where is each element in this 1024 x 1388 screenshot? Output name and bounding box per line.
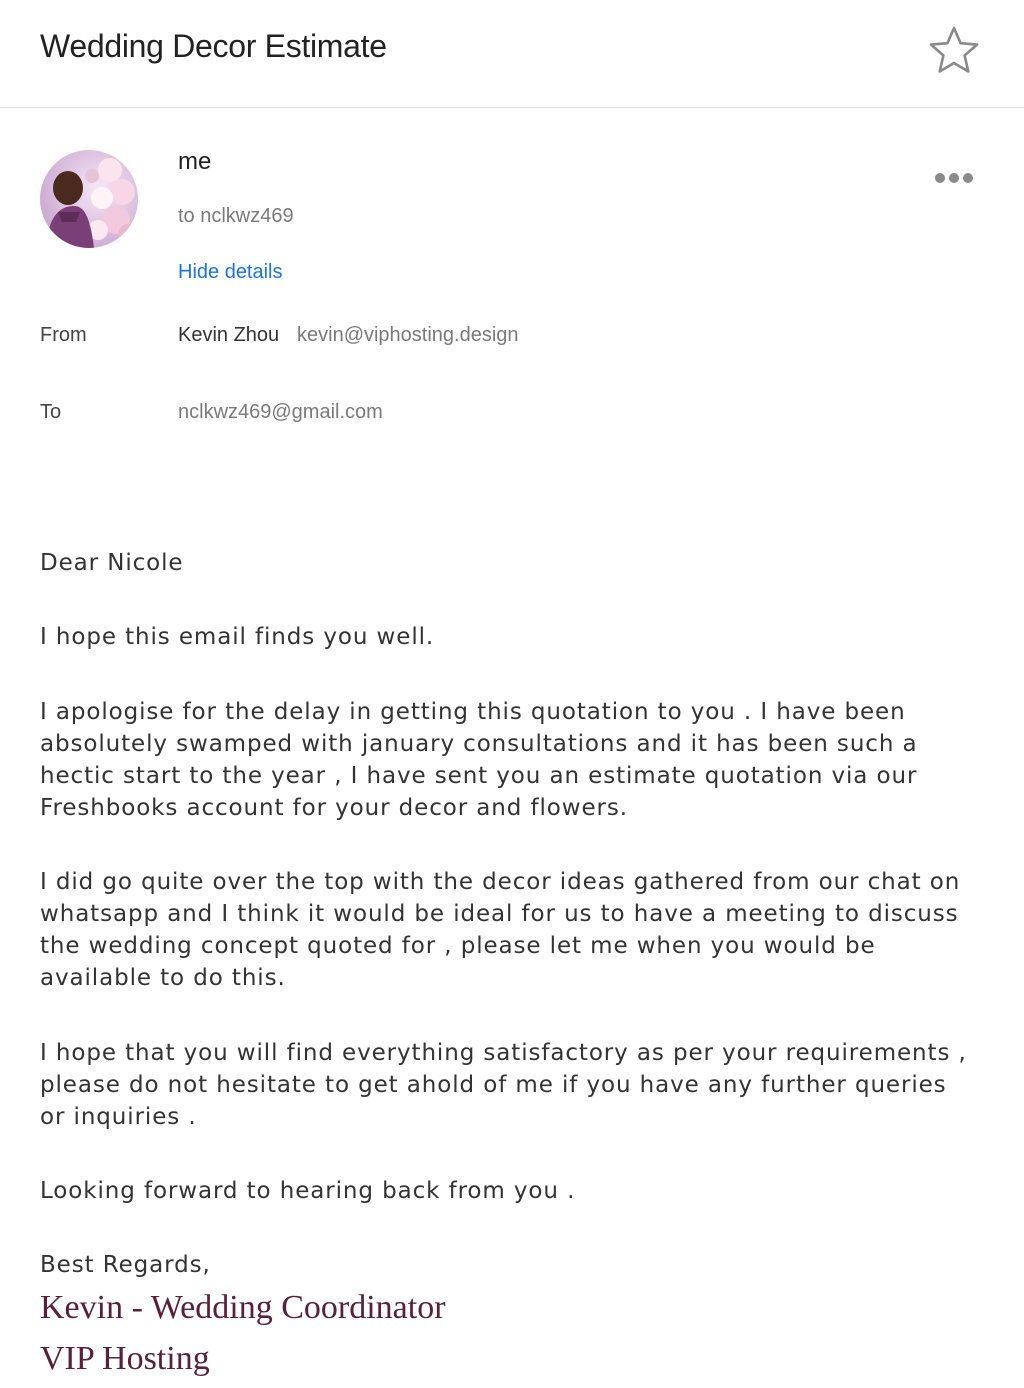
more-options-icon[interactable] — [930, 168, 978, 188]
signature-line-2: VIP Hosting — [40, 1340, 210, 1377]
email-paragraph-4: I hope that you will find everything satisfactory as per your requirements , please do not hesitate to get ahold of me if you have any further queries or inquiries . — [40, 1040, 967, 1130]
to-email[interactable]: nclkwz469@gmail.com — [178, 401, 383, 423]
avatar[interactable] — [40, 150, 138, 248]
avatar-photo-icon — [40, 150, 138, 248]
email-greeting: Dear Nicole — [40, 550, 184, 576]
email-paragraph-2: I apologise for the delay in getting this quotation to you . I have been absolutely swamped with january consultations and it has been such a hectic start to the year , I have sent you an estimate quotation via our Freshbooks account for your decor and flowers. — [40, 699, 918, 821]
email-paragraph-1: I hope this email finds you well. — [40, 624, 435, 650]
from-name: Kevin Zhou — [178, 324, 280, 346]
email-header — [0, 0, 1024, 108]
star-icon[interactable] — [928, 24, 980, 76]
to-label: To — [40, 401, 62, 423]
email-paragraph-5: Looking forward to hearing back from you . — [40, 1178, 576, 1204]
from-label: From — [40, 324, 87, 346]
email-paragraph-3: I did go quite over the top with the decor ideas gathered from our chat on whatsapp and I think it would be ideal for us to have a meeting to discuss the wedding concept quoted for , please let me when you would be available to do this. — [40, 869, 961, 991]
hide-details-link[interactable]: Hide details — [178, 261, 283, 283]
email-subject: Wedding Decor Estimate — [40, 28, 387, 64]
email-closing: Best Regards, — [40, 1252, 211, 1278]
sender-name: me — [178, 148, 212, 175]
signature-line-1: Kevin - Wedding Coordinator — [40, 1289, 446, 1326]
from-email[interactable]: kevin@viphosting.design — [297, 324, 519, 346]
recipient-summary: to nclkwz469 — [178, 205, 294, 227]
